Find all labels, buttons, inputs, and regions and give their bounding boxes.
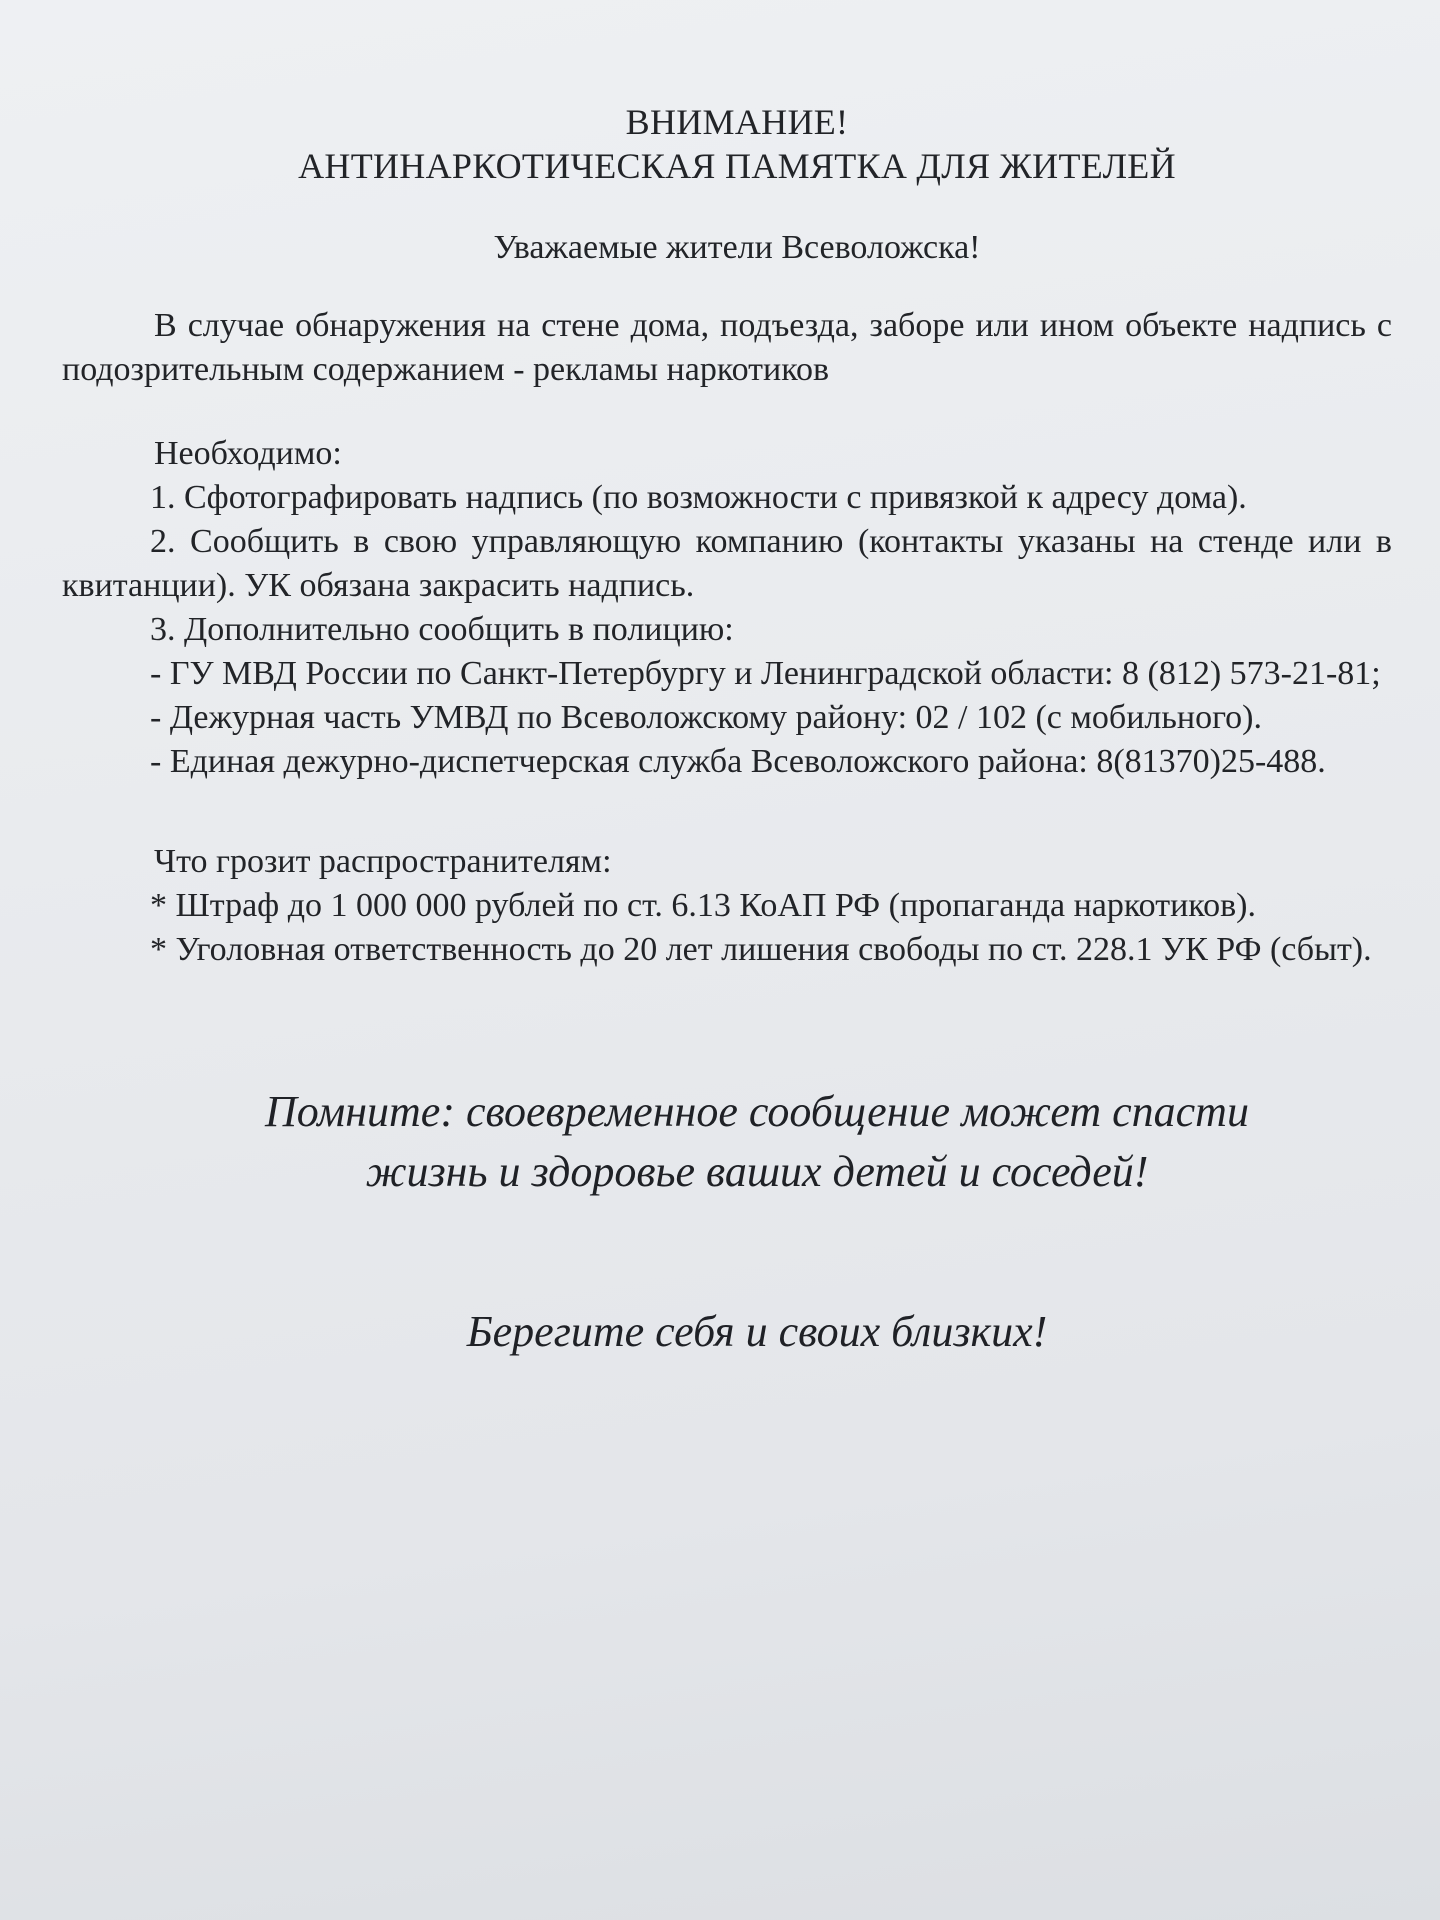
- contact-item: - ГУ МВД России по Санкт-Петербургу и Ленинградской области: 8 (812) 573-21-81;: [150, 655, 1381, 692]
- motto-block: [62, 1082, 1392, 1202]
- contact-item: - Дежурная часть УМВД по Всеволожскому району: 02 / 102 (с мобильного).: [150, 699, 1262, 736]
- title-memo: АНТИНАРКОТИЧЕСКАЯ ПАМЯТКА ДЛЯ ЖИТЕЛЕЙ: [298, 146, 1176, 186]
- necessary-label: Необходимо:: [154, 435, 342, 472]
- closing-line: Берегите себя и своих близких!: [466, 1307, 1048, 1356]
- motto-line: Помните: своевременное сообщение может спасти: [265, 1087, 1249, 1136]
- motto-line: жизнь и здоровье ваших детей и соседей!: [365, 1147, 1149, 1196]
- penalty-item: * Штраф до 1 000 000 рублей по ст. 6.13 КоАП РФ (пропаганда наркотиков).: [150, 887, 1256, 924]
- greeting: Уважаемые жители Всеволожска!: [493, 229, 981, 266]
- intro-paragraph: В случае обнаружения на стене дома, подъезда, заборе или ином объекте надпись с подозрительным содержанием - рекламы наркотиков: [62, 307, 1392, 388]
- document-body: [62, 100, 1392, 1362]
- step-item: 3. Дополнительно сообщить в полицию:: [150, 611, 734, 648]
- title-attention: ВНИМАНИЕ!: [625, 102, 849, 142]
- contact-item: - Единая дежурно-диспетчерская служба Всеволожского района: 8(81370)25-488.: [150, 743, 1326, 780]
- step-item: 2. Сообщить в свою управляющую компанию (контакты указаны на стенде или в квитанции). УК обязана закрасить надпись.: [62, 523, 1392, 604]
- penalty-item: * Уголовная ответственность до 20 лет лишения свободы по ст. 228.1 УК РФ (сбыт).: [150, 931, 1372, 968]
- penalties-label: Что грозит распространителям:: [154, 843, 612, 880]
- step-item: 1. Сфотографировать надпись (по возможности с привязкой к адресу дома).: [150, 479, 1247, 516]
